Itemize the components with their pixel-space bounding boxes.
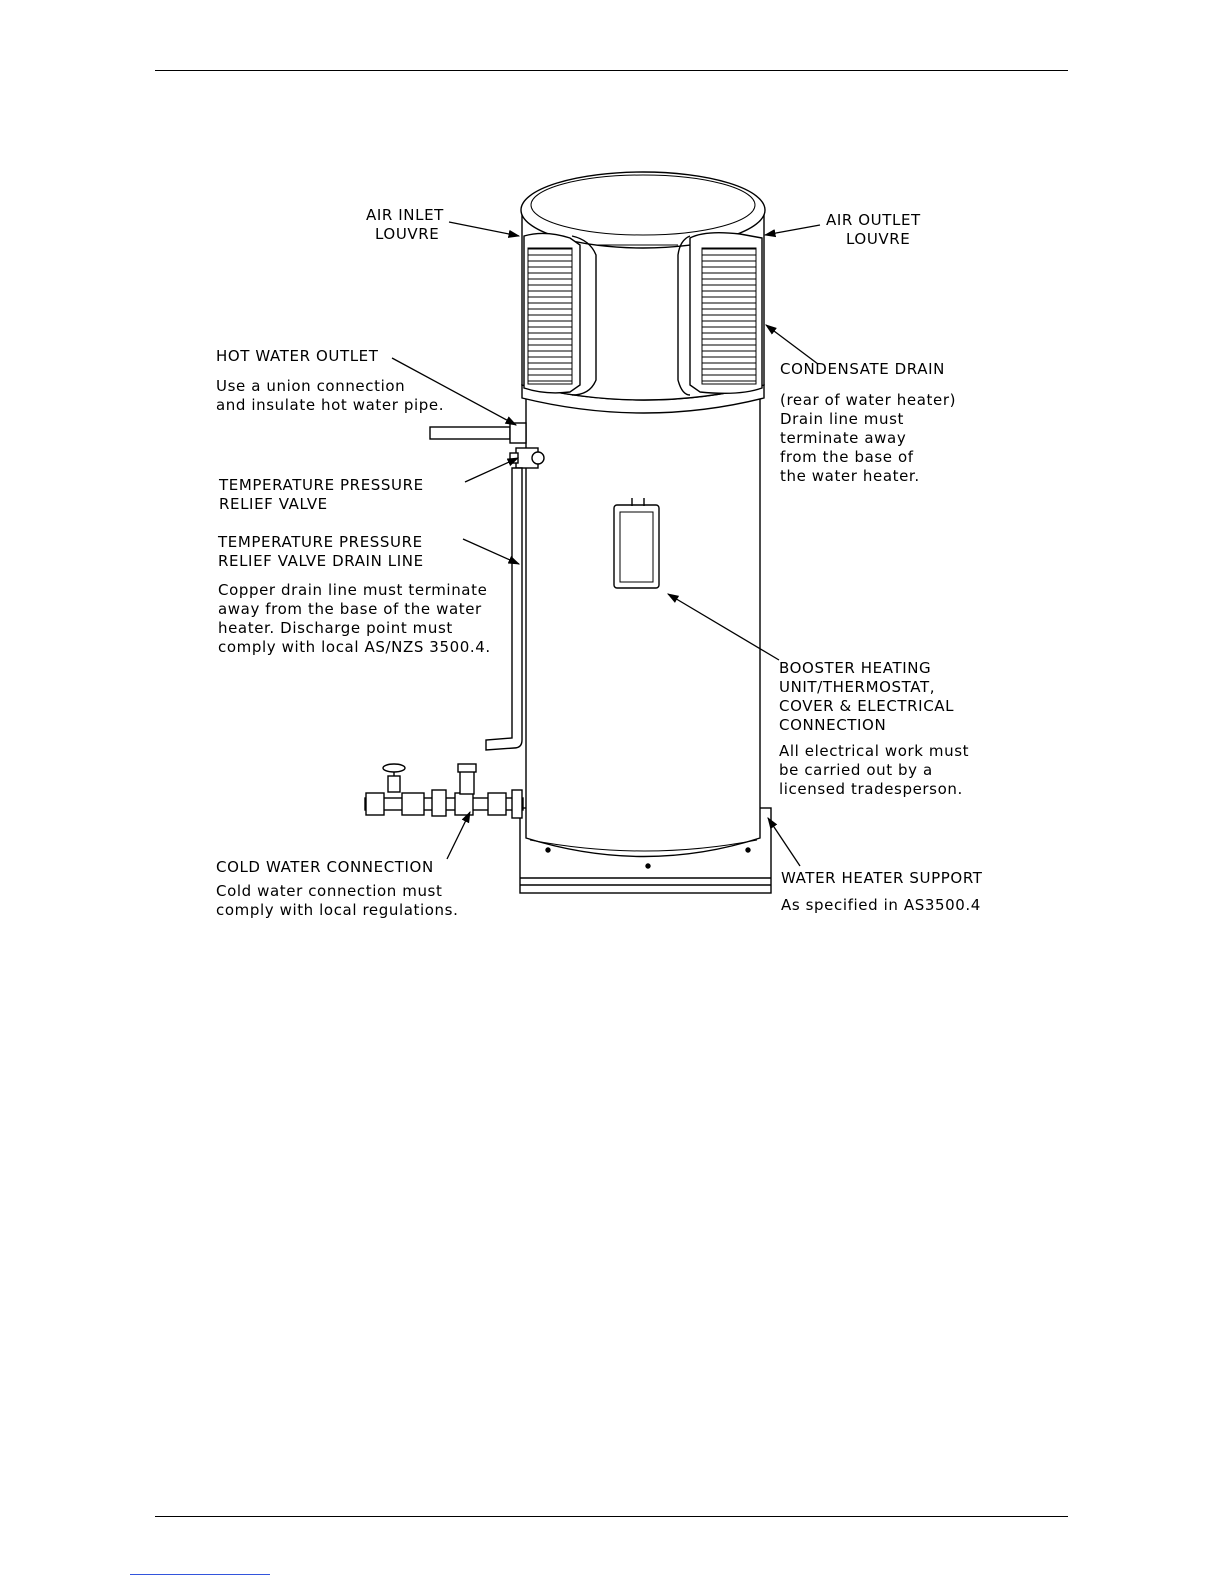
label-support-title: WATER HEATER SUPPORT: [781, 869, 983, 887]
water-heater-body: [365, 172, 771, 893]
label-tpr-drain-body-3: heater. Discharge point must: [218, 619, 453, 637]
label-booster-title-4: CONNECTION: [779, 716, 887, 734]
label-air-outlet-1: AIR OUTLET: [826, 211, 921, 229]
label-hot-water-outlet-body-1: Use a union connection: [216, 377, 406, 395]
label-booster-title-2: UNIT/THERMOSTAT,: [779, 678, 936, 696]
label-booster-title-3: COVER & ELECTRICAL: [779, 697, 955, 715]
arrow-air-inlet: [449, 222, 519, 236]
arrow-support: [768, 818, 800, 866]
arrow-tpr-valve: [465, 458, 518, 482]
label-booster-title-1: BOOSTER HEATING: [779, 659, 932, 677]
air-outlet-louvre: [678, 233, 762, 395]
label-air-outlet-2: LOUVRE: [846, 230, 911, 248]
label-air-inlet-2: LOUVRE: [375, 225, 440, 243]
label-tpr-drain-body-2: away from the base of the water: [218, 600, 482, 618]
label-condensate-body-5: the water heater.: [780, 467, 920, 485]
arrow-tpr-drain: [463, 539, 519, 564]
label-condensate-body-1: (rear of water heater): [780, 391, 957, 409]
label-tpr-drain-body-1: Copper drain line must terminate: [218, 581, 488, 599]
arrow-condensate-drain: [766, 325, 818, 364]
hot-water-outlet-pipe: [430, 423, 526, 443]
label-tpr-drain-body-4: comply with local AS/NZS 3500.4.: [218, 638, 491, 656]
label-tpr-drain-title-2: RELIEF VALVE DRAIN LINE: [218, 552, 424, 570]
label-support-body-1: As specified in AS3500.4: [781, 896, 981, 914]
booster-cover: [614, 498, 659, 588]
label-air-inlet-1: AIR INLET: [366, 206, 444, 224]
label-condensate-drain-title: CONDENSATE DRAIN: [780, 360, 945, 378]
label-booster-body-1: All electrical work must: [779, 742, 970, 760]
tpr-drain-line: [486, 468, 522, 750]
label-tpr-valve-1: TEMPERATURE PRESSURE: [219, 476, 424, 494]
label-booster-body-3: licensed tradesperson.: [779, 780, 963, 798]
label-cold-water-body-1: Cold water connection must: [216, 882, 443, 900]
label-condensate-body-2: Drain line must: [780, 410, 905, 428]
arrow-hot-water-outlet: [392, 358, 516, 425]
label-tpr-drain-title-1: TEMPERATURE PRESSURE: [218, 533, 423, 551]
label-hot-water-outlet-title: HOT WATER OUTLET: [216, 347, 379, 365]
label-cold-water-body-2: comply with local regulations.: [216, 901, 459, 919]
arrow-cold-water: [447, 812, 470, 859]
label-tpr-valve-2: RELIEF VALVE: [219, 495, 328, 513]
label-cold-water-title: COLD WATER CONNECTION: [216, 858, 434, 876]
arrow-air-outlet: [765, 225, 820, 235]
label-booster-body-2: be carried out by a: [779, 761, 933, 779]
label-hot-water-outlet-body-2: and insulate hot water pipe.: [216, 396, 445, 414]
label-condensate-body-3: terminate away: [780, 429, 907, 447]
label-condensate-body-4: from the base of: [780, 448, 914, 466]
cold-water-piping: [365, 764, 523, 818]
